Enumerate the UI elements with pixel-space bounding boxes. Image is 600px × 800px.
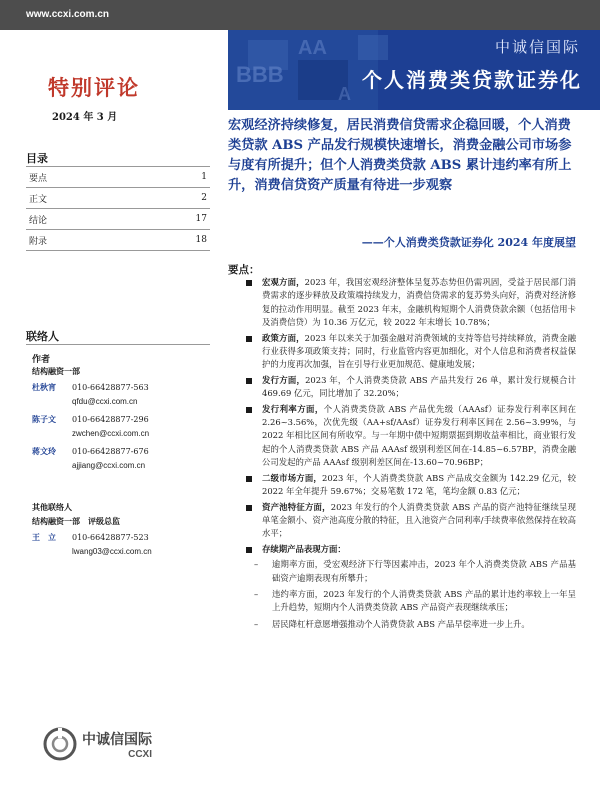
authors-label: 作者	[32, 355, 51, 365]
key-points-title: 要点：	[228, 264, 260, 276]
department: 结构融资一部	[32, 366, 80, 376]
key-point	[246, 543, 576, 556]
contact-person	[32, 446, 149, 470]
contact-name: 王 立	[32, 532, 56, 542]
banner-brand: 中诚信国际	[494, 38, 580, 56]
other-department: 结构融资一部 评级总监	[32, 516, 120, 526]
bullet-square-icon	[246, 407, 252, 413]
dash-icon: –	[254, 559, 259, 570]
contact-phone: 010-66428877-523	[72, 533, 149, 542]
key-point	[246, 276, 576, 330]
bullet-square-icon	[246, 378, 252, 384]
toc-item-label: 结论	[29, 215, 48, 226]
sub-point-text: 居民降杠杆意愿增强推动个人消费贷款 ABS 产品早偿率进一步上升。	[272, 618, 530, 629]
key-point-text: 2023 年，个人消费类贷款 ABS 产品成交金额为 142.29 亿元，较 2022 年全年提升 59.67%；交易笔数 172 笔，笔均金额 0.83 亿元；	[262, 472, 576, 497]
sub-point	[246, 558, 576, 585]
contacts-title: 联络人	[26, 330, 59, 343]
key-point-lead: 二级市场方面，	[262, 472, 322, 483]
dash-icon: –	[254, 588, 259, 599]
toc-item-label: 附录	[29, 236, 48, 247]
contact-email[interactable]: zwchen@ccxi.com.cn	[72, 429, 150, 438]
contact-phone: 010-66428877-676	[72, 447, 149, 456]
contact-name: 杜秋宵	[32, 382, 56, 392]
key-point-lead: 资产池特征方面，	[262, 501, 331, 512]
other-contacts-label: 其他联络人	[32, 502, 72, 512]
toc-item-page: 1	[201, 172, 207, 182]
toc-item[interactable]	[26, 167, 210, 188]
report-type: 特别评论	[48, 75, 140, 100]
key-point-text: 2023 年发行的个人消费类贷款 ABS 产品的资产池特征继续呈现单笔金额小、资产池高度分散的特征，且入池资产合同利率/手续费率依然保持在较高水平；	[262, 501, 576, 539]
contact-name: 陈子文	[32, 414, 56, 424]
logo-text-cn: 中诚信国际	[82, 731, 152, 748]
contact-person	[32, 414, 149, 438]
banner-title: 个人消费类贷款证券化	[362, 68, 582, 92]
contact-email[interactable]: lwang03@ccxi.com.cn	[72, 547, 152, 556]
logo-text-en: CCXI	[128, 748, 152, 760]
site-url[interactable]: www.ccxi.com.cn	[26, 9, 109, 20]
key-point-text: 2023 年，个人消费类贷款 ABS 产品共发行 26 单，累计发行规模合计 469.69 亿元，同比增加了 32.20%；	[262, 374, 576, 399]
key-point-lead: 宏观方面，	[262, 277, 305, 287]
bullet-square-icon	[246, 476, 252, 482]
contact-phone: 010-66428877-296	[72, 415, 149, 424]
key-point-text: 个人消费类贷款 ABS 产品优先级（AAAsf）证券发行利率区间在 2.26~3.56%，次优先级（AA+sf/AAsf）证券发行利率区间在 2.56~3.99%，与 2022 年相比区间有所收窄。与一年期中债中短期票据到期收益率相比，商业银行发起的个人消费类贷款 ABS 产品 AAAsf 级别利差区间在-14.85~6.57BP，消费金融公司发起的产品 AAAsf 级别利差区间在-13.60~70.96BP；	[262, 403, 577, 468]
title-banner	[228, 30, 600, 110]
sub-point	[246, 618, 576, 631]
key-point	[246, 332, 576, 372]
contact-phone: 010-66428877-563	[72, 383, 149, 392]
svg-text:BBB: BBB	[236, 62, 284, 87]
bullet-square-icon	[246, 505, 252, 511]
svg-text:AA: AA	[298, 37, 327, 59]
contact-name: 蒋文玲	[32, 446, 56, 456]
key-point	[246, 472, 576, 499]
sub-point-text: 逾期率方面，受宏观经济下行等因素冲击，2023 年个人消费类贷款 ABS 产品基础资产逾期表现有所攀升；	[272, 559, 576, 583]
report-date: 2024 年 3 月	[52, 112, 118, 123]
table-of-contents	[26, 166, 210, 251]
toc-item-label: 要点	[29, 173, 48, 184]
toc-item-page: 17	[195, 214, 207, 224]
sub-point	[246, 588, 576, 615]
key-point-text: 2023 年，我国宏观经济整体呈复苏态势但仍需巩固，受益于居民部门消费需求的逐步释放及政策端持续发力，消费信贷需求的复苏势头向好，消费对经济修复的拉动作用明显。截至 2023 年末，金融机构短期个人消费贷款余额（包括信用卡及消费信贷）为 10.36 万亿元，较 2022 年末增长 10.78%；	[262, 277, 576, 328]
key-points-list	[246, 276, 576, 634]
dash-icon: –	[254, 618, 259, 629]
toc-item[interactable]	[26, 209, 210, 230]
top-bar	[0, 0, 600, 30]
key-point-lead: 发行利率方面，	[262, 403, 324, 414]
bullet-square-icon	[246, 280, 252, 286]
headline: 宏观经济持续修复，居民消费信贷需求企稳回暖，个人消费类贷款 ABS 产品发行规模快速增长，消费金融公司市场参与度有所提升；但个人消费类贷款 ABS 累计违约率有所上升，消费信贷资产质量有待进一步观察	[228, 118, 572, 193]
toc-item-page: 2	[201, 193, 207, 203]
toc-item[interactable]	[26, 230, 210, 251]
key-point	[246, 403, 576, 470]
key-point-lead: 存续期产品表现方面：	[262, 543, 346, 554]
contact-email[interactable]: ajjiang@ccxi.com.cn	[72, 461, 146, 470]
toc-item-label: 正文	[29, 194, 48, 205]
key-point	[246, 501, 576, 541]
bullet-square-icon	[246, 336, 252, 342]
subheadline: ——个人消费类贷款证券化 2024 年度展望	[361, 236, 576, 249]
ccxi-logo	[42, 726, 152, 762]
contact-person	[32, 382, 149, 406]
contact-person	[32, 532, 152, 556]
key-point-lead: 政策方面，	[262, 332, 305, 343]
toc-title: 目录	[26, 152, 48, 165]
key-point-text: 2023 年以来关于加强金融对消费领域的支持等信号持续释放，消费金融行业获得多项政策支持；同时，行业监管内容更加细化，对个人信息和消费者权益保护的力度再次加强，旨在引导行业更加规范、健康地发展；	[262, 332, 576, 370]
toc-item-page: 18	[195, 235, 207, 245]
toc-item[interactable]	[26, 188, 210, 209]
svg-text:A: A	[338, 84, 351, 104]
contact-email[interactable]: qfdu@ccxi.com.cn	[72, 397, 138, 406]
key-point-lead: 发行方面，	[262, 374, 306, 385]
bullet-square-icon	[246, 547, 252, 553]
sub-point-text: 违约率方面，2023 年发行的个人消费类贷款 ABS 产品的累计违约率较上一年呈上升趋势，短期内个人消费类贷款 ABS 产品资产表现继续承压；	[272, 588, 576, 613]
key-point	[246, 374, 576, 401]
logo-mark-icon	[42, 726, 78, 762]
divider	[26, 344, 210, 345]
